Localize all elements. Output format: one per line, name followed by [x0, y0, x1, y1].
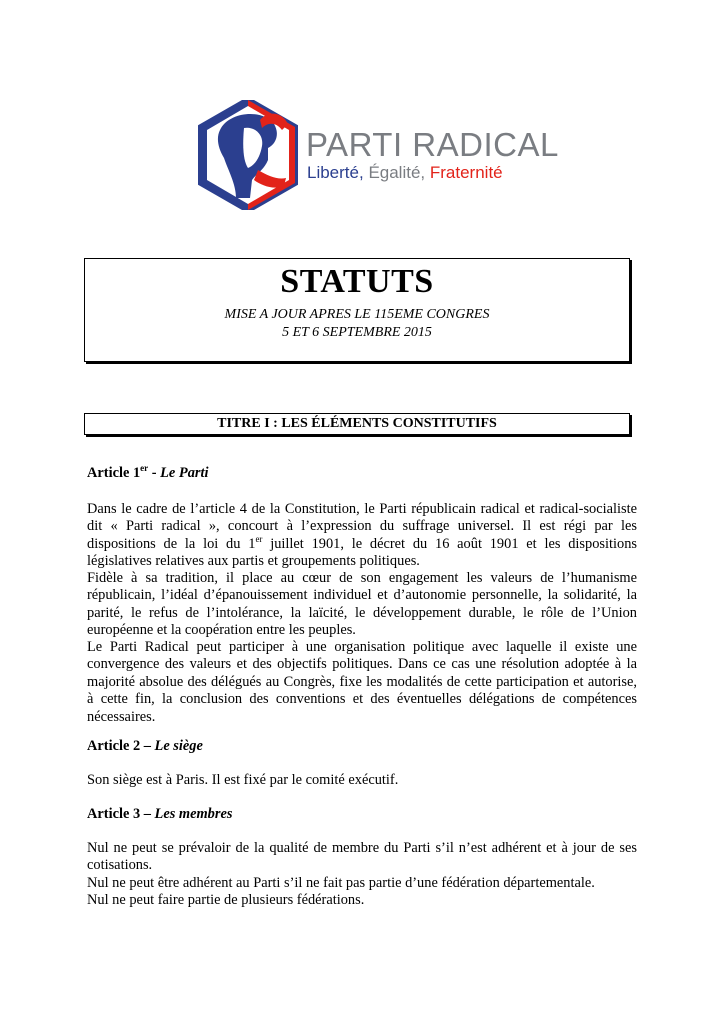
page-title: STATUTS: [280, 263, 434, 300]
article-3-sep: –: [140, 806, 155, 822]
logo-motto: [307, 163, 503, 183]
article-3-name: Les membres: [154, 806, 233, 822]
article-1-p1-part-b: juillet 1901, le décret du 16 août 1901 et les dispositions législatives relatives aux partis et groupements politiques.: [87, 535, 637, 570]
article-1-paragraph-1: [87, 501, 637, 571]
subtitle-line-2: 5 ET 6 SEPTEMBRE 2015: [282, 325, 432, 340]
article-2-paragraph-1: Son siège est à Paris. Il est fixé par le comité exécutif.: [87, 772, 399, 788]
article-2-name: Le siège: [154, 738, 203, 754]
article-3-label: Article 3: [87, 806, 141, 822]
title-box: [84, 258, 630, 362]
article-1-label: Article 1: [87, 465, 141, 481]
article-2-heading: [87, 738, 203, 755]
article-3-paragraph-3: Nul ne peut faire partie de plusieurs fédérations.: [87, 892, 365, 908]
article-3-paragraph-2: Nul ne peut être adhérent au Parti s’il ne fait pas partie d’une fédération départementale.: [87, 875, 595, 891]
logo-title: PARTI RADICAL: [306, 126, 559, 163]
section-title: TITRE I : LES ÉLÉMENTS CONSTITUTIFS: [84, 413, 630, 435]
article-3-heading: [87, 806, 232, 823]
article-1-paragraph-3: Le Parti Radical peut participer à une organisation politique avec laquelle il existe une convergence des valeurs et des objectifs politiques. Dans ce cas une résolution adoptée à la majorité absolue des délégués au Congrès, fixe les modalités de cette participation et autorise, à cette fin, la conclusion des conventions et des éventuelles délégations de compétences nécessaires.: [87, 639, 637, 725]
article-2-label: Article 2: [87, 738, 141, 754]
marianne-emblem: [198, 100, 298, 210]
motto-egalite: Égalité,: [368, 163, 426, 182]
party-logo: [198, 100, 559, 210]
article-1-sep: -: [148, 465, 161, 481]
article-1-sup: er: [140, 463, 149, 474]
subtitle-line-1: MISE A JOUR APRES LE 115EME CONGRES: [224, 307, 490, 322]
article-3-paragraph-1: Nul ne peut se prévaloir de la qualité de membre du Parti s’il n’est adhérent et à jour de ses cotisations.: [87, 840, 637, 874]
article-2-sep: –: [140, 738, 155, 754]
article-1-heading: [87, 465, 209, 482]
article-1-paragraph-2: Fidèle à sa tradition, il place au cœur de son engagement les valeurs de l’humanisme républicain, l’idéal d’épanouissement individuel et d’autonomie personnelle, la solidarité, la parité, le refus de l’intolérance, la laïcité, le développement durable, le rôle de l’Union européenne et la coopération entre les peuples.: [87, 570, 637, 639]
article-1-name: Le Parti: [160, 465, 209, 481]
motto-liberte: Liberté,: [307, 163, 364, 182]
page-subtitle: [85, 306, 629, 342]
article-1-p1-part-a: Dans le cadre de l’article 4 de la Constitution, le Parti républicain radical et radical-socialiste dit « Parti radical », concourt à l’expression du suffrage universel. Il est régi par les dispositions de la loi du 1: [87, 501, 637, 552]
motto-fraternite: Fraternité: [429, 163, 503, 182]
article-1-p1-sup: er: [255, 534, 263, 545]
